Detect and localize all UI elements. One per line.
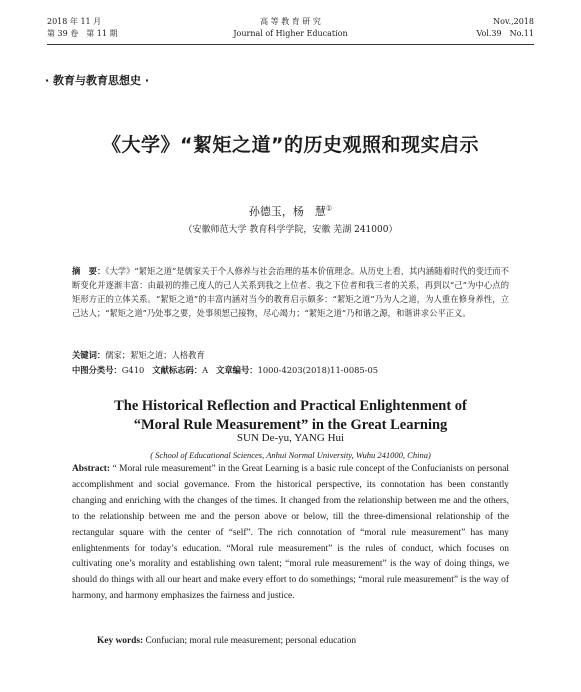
header-date: 2018 年 11 月 — [47, 17, 102, 26]
abstract-cn-label: 摘 要： — [72, 266, 106, 276]
keywords-en-label: Key words: — [97, 636, 144, 646]
title-en-line1: The Historical Reflection and Practical Enlightenment of — [114, 398, 467, 414]
keywords-en — [97, 636, 509, 646]
keywords-cn — [72, 349, 509, 361]
authors-cn — [0, 203, 581, 219]
classification-line — [72, 364, 521, 376]
affiliation-en: ( School of Educational Sciences, Anhui Normal University, Wuhu 241000, China) — [150, 450, 431, 460]
header-date-en: Nov.,2018 — [493, 17, 534, 26]
abstract-en-text: “ Moral rule measurement” in the Great Learning is a basic rule concept of the Confucianists on personal accomplishment and social governance. From the historical perspective, its connotation has been constantly changing and enriching with the changes of the times. It changed from the relationship between me and the others, to the relationship between me and the person above or below, till the three-dimensional relationship of the rectangular square with the center of “self”. The rich connotation of “moral rule measurement” has many enlightenments for today’s education. “Moral rule measurement” is the rules of conduct, which focuses on cultivating one’s morality and establishing own talent; “moral rule measurement” is the way of doing things, we should do things with all our heart and make every effort to do somethings; “moral rule measurement” is the way of harmony, and harmony emphasizes the fairness and justice. — [72, 464, 509, 602]
header-volume-en: Vol.39 No.11 — [476, 29, 534, 38]
authors-cn-names: 孙德玉，杨 慧 — [248, 205, 326, 218]
header-rule — [47, 44, 534, 45]
title-en-line2: “Moral Rule Measurement” in the Great Learning — [133, 417, 448, 433]
abstract-cn — [72, 265, 509, 321]
doc-code-value: A — [202, 365, 209, 375]
section-label: · 教育与教育思想史 · — [45, 74, 150, 87]
clc-label: 中图分类号： — [72, 365, 122, 375]
journal-header — [47, 16, 534, 44]
keywords-cn-label: 关键词： — [72, 350, 106, 360]
journal-name-en: Journal of Higher Education — [233, 29, 348, 38]
header-volume: 第 39 卷 第 11 期 — [47, 29, 118, 38]
article-number-label: 文章编号： — [216, 365, 258, 375]
keywords-en-text: Confucian; moral rule measurement; personal education — [143, 636, 357, 646]
clc-value: G410 — [121, 365, 145, 375]
abstract-en — [72, 462, 509, 605]
header-right — [476, 16, 534, 40]
author-footnote-marker[interactable]: ① — [325, 204, 333, 213]
doc-code-label: 文献标志码： — [152, 365, 203, 375]
title-en — [0, 397, 581, 435]
affiliation-cn: （安徽师范大学 教育科学学院，安徽 芜湖 241000） — [183, 225, 398, 235]
journal-name-cn: 高 等 教 育 研 究 — [260, 17, 321, 26]
header-center — [47, 16, 534, 40]
authors-en: SUN De-yu, YANG Hui — [236, 432, 345, 444]
keywords-cn-text: 儒家；絜矩之道；人格教育 — [105, 350, 205, 360]
article-number-value: 1000-4203(2018)11-0085-05 — [257, 365, 379, 375]
page-title: 《大学》“絜矩之道”的历史观照和现实启示 — [102, 134, 479, 156]
abstract-cn-text: 《大学》“絜矩之道”是儒家关于个人修养与社会治理的基本价值理念。从历史上看，其内涵随着时代的变迁而不断变化并逐渐丰富：由最初的推己度人的己人关系到我之上位者、我之下位者和我三者的关系，再到以“己”为中心点的矩形方正的立体关系。“絜矩之道”的丰富内涵对当今的教育启示颇多：“絜矩之道”乃为人之道，为人重在修身养性，立己达人；“絜矩之道”乃处事之要，处事须恕己接物，尽心竭力；“絜矩之道”乃和谐之源，和谐讲求公平正义。 — [72, 266, 509, 318]
abstract-en-label: Abstract: — [72, 464, 111, 474]
